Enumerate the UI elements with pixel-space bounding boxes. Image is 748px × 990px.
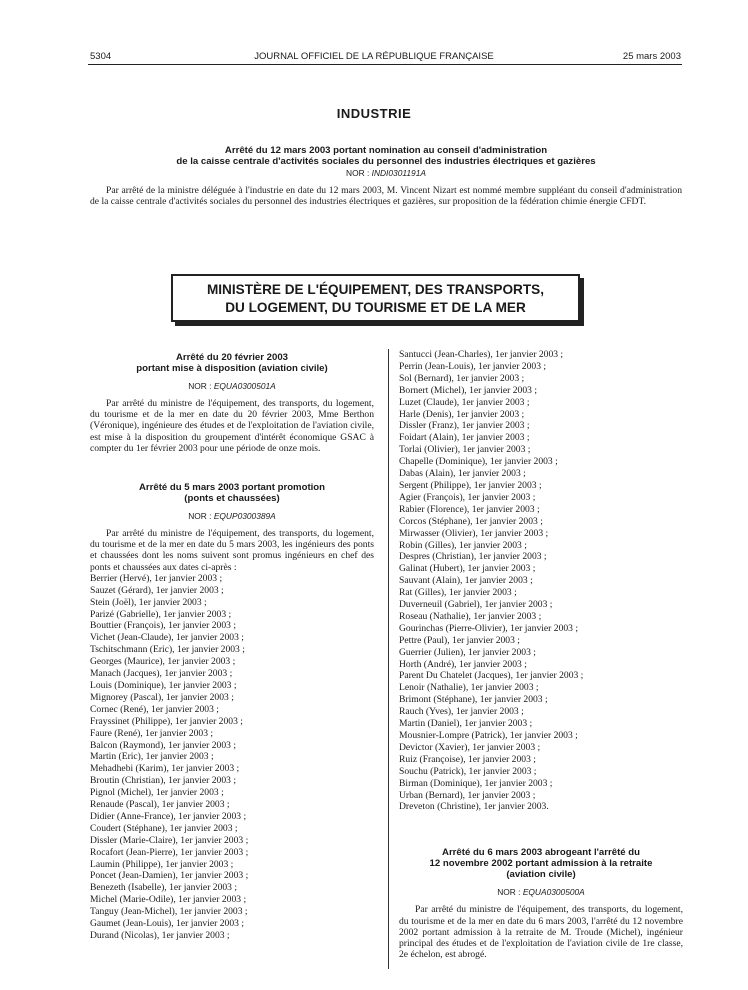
promotion-list-item: Rocafort (Jean-Pierre), 1er janvier 2003 ;: [90, 846, 249, 858]
promotion-list-item: Benezeth (Isabelle), 1er janvier 2003 ;: [90, 882, 238, 894]
promotion-list-item: Bouttier (François), 1er janvier 2003 ;: [90, 620, 237, 632]
promotion-list-left: [90, 573, 374, 942]
promotion-list-item: Santucci (Jean-Charles), 1er janvier 2003 ;: [399, 349, 564, 360]
section-title-industrie: INDUSTRIE: [336, 106, 412, 121]
promotion-list-item: Berrier (Hervé), 1er janvier 2003 ;: [90, 572, 223, 584]
promotion-list-item: Brimont (Stéphane), 1er janvier 2003 ;: [399, 694, 548, 706]
promotion-list-item: Mignorey (Pascal), 1er janvier 2003 ;: [90, 691, 234, 703]
promotion-list-item: Despres (Christian), 1er janvier 2003 ;: [399, 551, 547, 563]
promotion-list-item: Cornec (René), 1er janvier 2003 ;: [90, 703, 219, 715]
nor-label: NOR :: [188, 381, 214, 391]
arrete-title-line: (aviation civile): [506, 869, 576, 881]
promotion-list-item: Rat (Gilles), 1er janvier 2003 ;: [399, 587, 517, 599]
nor-reference: [90, 510, 374, 522]
promotion-list-item: Dreveton (Christine), 1er janvier 2003.: [399, 801, 549, 813]
promotion-list-item: Harle (Denis), 1er janvier 2003 ;: [399, 408, 525, 420]
promotion-list-item: Frayssinet (Philippe), 1er janvier 2003 ;: [90, 715, 243, 727]
arrete-title: [399, 847, 683, 880]
promotion-list-item: Sol (Bernard), 1er janvier 2003 ;: [399, 372, 525, 384]
promotion-list-item: Souchu (Patrick), 1er janvier 2003 ;: [399, 765, 537, 777]
nor-reference: [399, 886, 683, 898]
arrete-body: Par arrêté du ministre de l'équipement, des transports, du logement, du tourisme et de la mer en date du 6 mars 2003, l'arrêté du 12 novembre 2002 portant admission à la retraite de M. Troude (Michel), ingénieur principal des études et de l'exploitation de l'aviation civile de 1re classe, 2e échelon, est abrogé.: [399, 904, 683, 961]
promotion-list-item: Agier (François), 1er janvier 2003 ;: [399, 491, 536, 503]
promotion-list-item: Mirwasser (Olivier), 1er janvier 2003 ;: [399, 527, 549, 539]
promotion-list-item: Gaumet (Jean-Louis), 1er janvier 2003 ;: [90, 918, 244, 930]
promotion-list-item: Broutin (Christian), 1er janvier 2003 ;: [90, 775, 237, 787]
promotion-list-item: Foidart (Alain), 1er janvier 2003 ;: [399, 432, 530, 444]
promotion-list-item: Torlai (Olivier), 1er janvier 2003 ;: [399, 444, 531, 456]
nor-code: EQUA0300500A: [522, 887, 585, 898]
promotion-list-item: Galinat (Hubert), 1er janvier 2003 ;: [399, 563, 536, 575]
arrete-body: Par arrêté du ministre de l'équipement, des transports, du logement, du tourisme et de la mer en date du 20 février 2003, Mme Berthon (Véronique), ingénieure des études et de l'exploitation de l'aviation civile, est mise à la disposition du groupement d'intérêt économique GSAC à compter du 1er février 2003 pour une période de onze mois.: [90, 398, 374, 454]
promotion-list-item: Pettre (Paul), 1er janvier 2003 ;: [399, 634, 520, 646]
promotion-list-item: Urban (Bernard), 1er janvier 2003 ;: [399, 789, 536, 801]
promotion-list-item: Martin (Eric), 1er janvier 2003 ;: [90, 751, 214, 763]
promotion-list-right: [399, 349, 683, 813]
nor-reference: [90, 380, 374, 392]
promotion-list-item: Coudert (Stéphane), 1er janvier 2003 ;: [90, 822, 238, 834]
promotion-list-item: Didier (Anne-France), 1er janvier 2003 ;: [90, 810, 247, 822]
arrete-title-line: 12 novembre 2002 portant admission à la retraite: [429, 858, 653, 870]
promotion-list-item: Luzet (Claude), 1er janvier 2003 ;: [399, 396, 530, 408]
promotion-list-item: Tanguy (Jean-Michel), 1er janvier 2003 ;: [90, 906, 248, 918]
arrete-title-line: Arrêté du 5 mars 2003 portant promotion: [138, 482, 326, 494]
arrete-industrie: [90, 145, 682, 207]
promotion-list-item: Birman (Dominique), 1er janvier 2003 ;: [399, 777, 553, 789]
arrete-body: Par arrêté de la ministre déléguée à l'industrie en date du 12 mars 2003, M. Vincent Nizart est nommé membre suppléant du conseil d'administration de la caisse centrale d'activités sociales du personnel des industries électriques et gazières, sur proposition de la fédération chimie énergie CFDT.: [90, 185, 682, 208]
promotion-list-item: Laumin (Philippe), 1er janvier 2003 ;: [90, 858, 234, 870]
left-column: [90, 352, 374, 942]
promotion-list-item: Bornert (Michel), 1er janvier 2003 ;: [399, 384, 537, 396]
nor-reference: [90, 167, 682, 179]
promotion-list-item: Ruiz (Françoise), 1er janvier 2003 ;: [399, 753, 536, 765]
arrete-title: [90, 145, 682, 167]
promotion-list-item: Louis (Dominique), 1er janvier 2003 ;: [90, 679, 237, 691]
journal-title: JOURNAL OFFICIEL DE LA RÉPUBLIQUE FRANÇAISE: [254, 51, 494, 62]
promotion-list-item: Corcos (Stéphane), 1er janvier 2003 ;: [399, 515, 543, 527]
promotion-list-item: Robin (Gilles), 1er janvier 2003 ;: [399, 539, 527, 551]
promotion-list-item: Stein (Joël), 1er janvier 2003 ;: [90, 596, 207, 608]
promotion-list-item: Perrin (Jean-Louis), 1er janvier 2003 ;: [399, 360, 547, 372]
promotion-list-item: Gourinchas (Pierre-Olivier), 1er janvier 2003 ;: [399, 622, 579, 634]
promotion-list-item: Balcon (Raymond), 1er janvier 2003 ;: [90, 739, 237, 751]
arrete-title-line: portant mise à disposition (aviation civile): [136, 363, 328, 374]
promotion-list-item: Dabas (Alain), 1er janvier 2003 ;: [399, 468, 526, 480]
promotion-list-item: Guerrier (Julien), 1er janvier 2003 ;: [399, 646, 536, 658]
arrete-title-line: (ponts et chaussées): [184, 493, 280, 505]
promotion-list-item: Tschitschmann (Eric), 1er janvier 2003 ;: [90, 644, 245, 656]
promotion-list-item: Horth (André), 1er janvier 2003 ;: [399, 658, 527, 670]
promotion-list-item: Rabier (Florence), 1er janvier 2003 ;: [399, 503, 540, 515]
promotion-list-item: Parent Du Chatelet (Jacques), 1er janvier 2003 ;: [399, 670, 584, 682]
promotion-list-item: Duverneuil (Gabriel), 1er janvier 2003 ;: [399, 599, 553, 611]
promotion-list-item: Poncet (Jean-Damien), 1er janvier 2003 ;: [90, 870, 249, 882]
promotion-list-item: Manach (Jacques), 1er janvier 2003 ;: [90, 668, 233, 680]
nor-label: NOR :: [188, 511, 214, 522]
promotion-list-item: Mousnier-Lompre (Patrick), 1er janvier 2003 ;: [399, 730, 578, 741]
column-divider: [388, 349, 389, 969]
arrete-title-line: de la caisse centrale d'activités sociales du personnel des industries électriques et gazières: [176, 156, 596, 167]
nor-label: NOR :: [346, 168, 372, 178]
header-rule: [88, 64, 682, 65]
promotion-list-item: Vichet (Jean-Claude), 1er janvier 2003 ;: [90, 632, 244, 644]
promotion-list-item: Martin (Daniel), 1er janvier 2003 ;: [399, 718, 533, 730]
issue-date: 25 mars 2003: [622, 51, 681, 62]
promotion-list-item: Devictor (Xavier), 1er janvier 2003 ;: [399, 741, 541, 753]
ministry-heading-line: DU LOGEMENT, DU TOURISME ET DE LA MER: [225, 300, 526, 315]
promotion-list-item: Pignol (Michel), 1er janvier 2003 ;: [90, 787, 224, 799]
nor-code: EQUP0300389A: [213, 511, 276, 522]
arrete-title: [90, 482, 374, 504]
ministry-heading-box: [171, 274, 580, 322]
nor-code: EQUA0300501A: [213, 381, 276, 391]
promotion-list-item: Parizé (Gabrielle), 1er janvier 2003 ;: [90, 608, 232, 620]
promotion-list-item: Dissler (Franz), 1er janvier 2003 ;: [399, 420, 530, 432]
right-column: [399, 349, 683, 960]
nor-code: INDI0301191A: [371, 168, 426, 178]
promotion-list-item: Faure (René), 1er janvier 2003 ;: [90, 727, 214, 739]
promotion-list-item: Sergent (Philippe), 1er janvier 2003 ;: [399, 479, 542, 491]
ministry-heading-line: MINISTÈRE DE L'ÉQUIPEMENT, DES TRANSPORTS,: [206, 282, 545, 297]
nor-label: NOR :: [497, 887, 523, 898]
promotion-list-item: Michel (Marie-Odile), 1er janvier 2003 ;: [90, 894, 247, 906]
arrete-title-line: Arrêté du 6 mars 2003 abrogeant l'arrêté du: [442, 847, 640, 859]
promotion-list-item: Durand (Nicolas), 1er janvier 2003 ;: [90, 930, 230, 942]
arrete-title: [90, 352, 374, 374]
promotion-list-item: Sauzet (Gérard), 1er janvier 2003 ;: [90, 584, 224, 596]
page-number: 5304: [90, 51, 112, 62]
arrete-title-line: Arrêté du 20 février 2003: [176, 352, 288, 363]
promotion-list-item: Roseau (Nathalie), 1er janvier 2003 ;: [399, 610, 542, 622]
promotion-list-item: Lenoir (Nathalie), 1er janvier 2003 ;: [399, 682, 539, 694]
promotion-list-item: Georges (Maurice), 1er janvier 2003 ;: [90, 656, 236, 668]
promotion-list-item: Renaude (Pascal), 1er janvier 2003 ;: [90, 799, 230, 811]
promotion-list-item: Rauch (Yves), 1er janvier 2003 ;: [399, 706, 524, 718]
promotion-list-item: Sauvant (Alain), 1er janvier 2003 ;: [399, 575, 533, 587]
arrete-title-line: Arrêté du 12 mars 2003 portant nomination au conseil d'administration: [224, 145, 548, 156]
arrete-body: Par arrêté du ministre de l'équipement, des transports, du logement, du tourisme et de la mer en date du 5 mars 2003, les ingénieurs des ponts et chaussées dont les noms suivent sont promus ingénieurs en chef des ponts et chaussées aux dates ci-après :: [90, 528, 374, 573]
promotion-list-item: Mehadhebi (Karim), 1er janvier 2003 ;: [90, 763, 240, 775]
promotion-list-item: Chapelle (Dominique), 1er janvier 2003 ;: [399, 456, 558, 468]
promotion-list-item: Dissler (Marie-Claire), 1er janvier 2003 ;: [90, 834, 249, 846]
